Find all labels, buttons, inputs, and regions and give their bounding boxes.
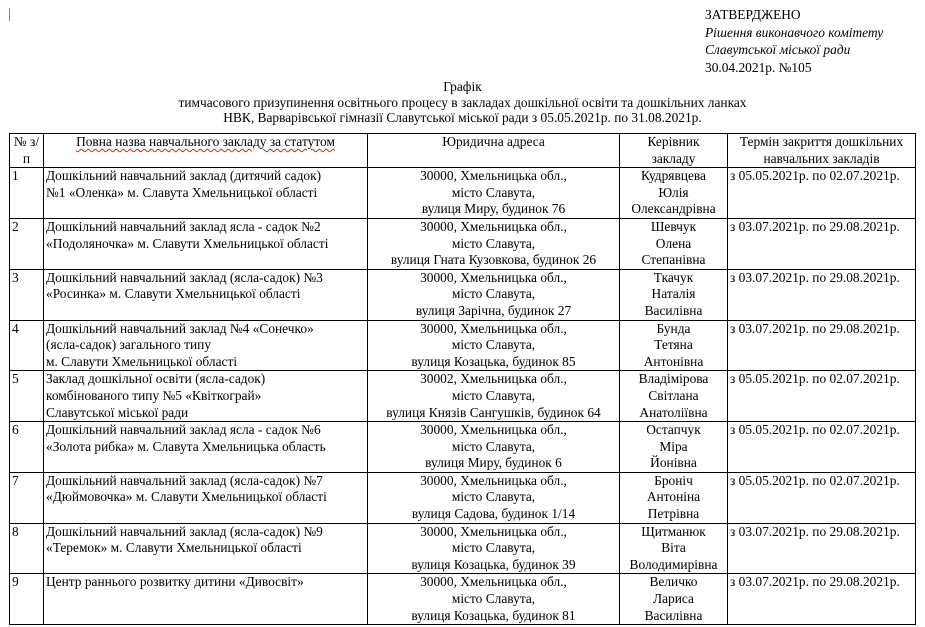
head-name-line: Петрівна [647, 506, 700, 522]
row-number: 1 [10, 168, 44, 219]
address-line: місто Славута, [451, 337, 536, 353]
approval-title: ЗАТВЕРДЖЕНО [705, 7, 801, 22]
heading-line-2: НВК, Варварівської гімназії Славутської міської ради з 05.05.2021р. по 31.08.2021р. [223, 110, 702, 125]
institution-name [44, 168, 368, 219]
institution-name [44, 269, 368, 320]
institution-name [44, 574, 368, 625]
header-name: Повна назва навчального закладу за статутом [44, 134, 368, 168]
institution-name-line: м. Славути Хмельницької області [46, 353, 238, 369]
address-line: місто Славута, [451, 591, 536, 607]
institution-name-line: Дошкільний навчальний заклад ясла - садок №2 [46, 218, 321, 234]
address-line: вулиця Козацька, будинок 81 [411, 607, 576, 623]
closure-term: з 05.05.2021р. по 02.07.2021р. [728, 168, 916, 219]
closure-term: з 05.05.2021р. по 02.07.2021р. [728, 422, 916, 473]
approval-date: 30.04.2021р. №105 [705, 59, 812, 75]
institution-name-line: Дошкільний навчальний заклад (ясла-садок) №9 [46, 523, 323, 539]
address-line: місто Славута, [451, 286, 536, 302]
legal-address [368, 218, 620, 269]
head-name-line: Кудрявцева [641, 168, 706, 184]
institution-name [44, 472, 368, 523]
legal-address [368, 523, 620, 574]
row-number: 5 [10, 371, 44, 422]
table-row [10, 574, 916, 625]
table-row [10, 422, 916, 473]
row-number: 6 [10, 422, 44, 473]
head-name-line: Величко [649, 574, 698, 590]
institution-name-line: Центр раннього розвитку дитини «Дивосвіт» [46, 574, 304, 590]
institution-name-line: «Подоляночка» м. Славути Хмельницької області [46, 235, 329, 251]
head-name-line: Василівна [644, 302, 703, 318]
head-name-line: Степанівна [641, 252, 706, 268]
head-name-line: Антоніна [646, 489, 701, 505]
heading-line-1: тимчасового призупинення освітнього процесу в закладах дошкільної освіти та дошкільних ланках [178, 94, 747, 110]
institution-name [44, 218, 368, 269]
legal-address [368, 371, 620, 422]
closure-term: з 03.07.2021р. по 29.08.2021р. [728, 523, 916, 574]
head-name-line: Василівна [644, 607, 703, 623]
institution-head [620, 269, 728, 320]
address-line: вулиця Зарічна, будинок 27 [415, 302, 572, 318]
institution-name-line: Дошкільний навчальний заклад (ясла-садок) №7 [46, 472, 323, 488]
legal-address [368, 320, 620, 371]
institution-name-line: Дошкільний навчальний заклад (ясла-садок) №3 [46, 269, 323, 285]
address-line: місто Славута, [451, 184, 536, 200]
legal-address [368, 422, 620, 473]
head-name-line: Лариса [653, 591, 694, 607]
row-number: 3 [10, 269, 44, 320]
text-cursor [9, 8, 10, 21]
institution-name [44, 371, 368, 422]
institution-head [620, 422, 728, 473]
institution-name-line: Заклад дошкільної освіти (ясла-садок) [46, 371, 266, 387]
head-name-line: Міра [659, 438, 688, 454]
closure-term: з 03.07.2021р. по 29.08.2021р. [728, 269, 916, 320]
address-line: вулиця Козацька, будинок 85 [411, 353, 576, 369]
closure-term: з 03.07.2021р. по 29.08.2021р. [728, 574, 916, 625]
institution-name-line: комбінованого типу №5 «Квіткограй» [46, 387, 262, 403]
head-name-line: Юлія [658, 184, 689, 200]
legal-address [368, 574, 620, 625]
head-name-line: Шевчук [650, 218, 697, 234]
institution-name [44, 523, 368, 574]
institution-name [44, 320, 368, 371]
table-row [10, 320, 916, 371]
address-line: вулиця Миру, будинок 76 [421, 201, 566, 217]
institution-name-line: Дошкільний навчальний заклад (дитячий садок) [46, 168, 322, 184]
address-line: місто Славута, [451, 540, 536, 556]
head-name-line: Остапчук [646, 422, 701, 438]
document-heading [0, 79, 925, 126]
header-head [620, 134, 728, 168]
institution-name-line: Славутської міської ради [46, 404, 189, 420]
address-line: 30000, Хмельницька обл., [420, 422, 567, 438]
institution-name [44, 422, 368, 473]
head-name-line: Наталія [651, 286, 696, 302]
address-line: вулиця Садова, будинок 1/14 [411, 506, 576, 522]
head-name-line: Олександрівна [631, 201, 716, 217]
institution-head [620, 371, 728, 422]
address-line: вулиця Князів Сангушків, будинок 64 [386, 404, 601, 420]
address-line: місто Славута, [451, 387, 536, 403]
head-name-line: Антонівна [643, 353, 704, 369]
header-address: Юридична адреса [368, 134, 620, 168]
address-line: 30002, Хмельницька обл., [420, 371, 567, 387]
table-header-row [10, 134, 916, 168]
institution-head [620, 574, 728, 625]
legal-address [368, 472, 620, 523]
head-name-line: Щитманюк [641, 523, 706, 539]
address-line: вулиця Миру, будинок 6 [425, 455, 562, 471]
head-name-line: Світлана [648, 387, 699, 403]
approval-line-1: Рішення виконавчого комітету [705, 24, 884, 40]
institution-head [620, 320, 728, 371]
institution-name-line: «Дюймовочка» м. Славути Хмельницької області [46, 489, 327, 505]
table-row [10, 523, 916, 574]
head-name-line: Бунда [656, 320, 691, 336]
address-line: 30000, Хмельницька обл., [420, 523, 567, 539]
head-name-line: Володимирівна [629, 556, 718, 572]
legal-address [368, 269, 620, 320]
institution-head [620, 218, 728, 269]
closure-term: з 03.07.2021р. по 29.08.2021р. [728, 320, 916, 371]
heading-title: Графік [443, 79, 482, 94]
head-name-line: Ткачук [653, 269, 694, 285]
table-row [10, 269, 916, 320]
table-row [10, 371, 916, 422]
head-name-line: Олена [655, 235, 692, 251]
address-line: місто Славута, [451, 438, 536, 454]
institution-head [620, 168, 728, 219]
approval-stamp [705, 6, 883, 76]
row-number: 2 [10, 218, 44, 269]
row-number: 4 [10, 320, 44, 371]
address-line: 30000, Хмельницька обл., [420, 168, 567, 184]
institution-name-line: Дошкільний навчальний заклад №4 «Сонечко» [46, 320, 314, 336]
address-line: 30000, Хмельницька обл., [420, 269, 567, 285]
header-head-line-2: закладу [651, 150, 696, 166]
closure-term: з 03.07.2021р. по 29.08.2021р. [728, 218, 916, 269]
row-number: 8 [10, 523, 44, 574]
address-line: 30000, Хмельницька обл., [420, 320, 567, 336]
address-line: 30000, Хмельницька обл., [420, 574, 567, 590]
institution-name-line: Дошкільний навчальний заклад ясла - садок №6 [46, 422, 321, 438]
address-line: 30000, Хмельницька обл., [420, 218, 567, 234]
institution-head [620, 472, 728, 523]
head-name-line: Владімірова [638, 371, 709, 387]
institution-name-line: «Теремок» м. Славути Хмельницької області [46, 540, 302, 556]
table-row [10, 218, 916, 269]
row-number: 9 [10, 574, 44, 625]
header-term: Термін закриття дошкільних навчальних закладів [728, 134, 916, 168]
address-line: вулиця Гната Кузовкова, будинок 26 [390, 252, 597, 268]
head-name-line: Тетяна [654, 337, 693, 353]
header-num: № з/п [10, 134, 44, 168]
head-name-line: Віта [661, 540, 686, 556]
row-number: 7 [10, 472, 44, 523]
closure-term: з 05.05.2021р. по 02.07.2021р. [728, 472, 916, 523]
table-row [10, 472, 916, 523]
address-line: місто Славута, [451, 235, 536, 251]
head-name-line: Анатоліївна [639, 404, 708, 420]
institution-name-line: (ясла-садок) загального типу [46, 337, 212, 353]
institution-name-line: «Золота рибка» м. Славута Хмельницька область [46, 438, 326, 454]
table-row [10, 168, 916, 219]
closure-term: з 05.05.2021р. по 02.07.2021р. [728, 371, 916, 422]
header-head-line-1: Керівник [647, 134, 700, 149]
head-name-line: Йонівна [650, 455, 697, 471]
legal-address [368, 168, 620, 219]
schedule-table [9, 133, 916, 625]
institution-head [620, 523, 728, 574]
approval-line-2: Славутської міської ради [705, 42, 851, 58]
institution-name-line: №1 «Оленка» м. Славута Хмельницької області [46, 184, 318, 200]
institution-name-line: «Росинка» м. Славути Хмельницької області [46, 286, 301, 302]
address-line: 30000, Хмельницька обл., [420, 472, 567, 488]
address-line: вулиця Козацька, будинок 39 [411, 556, 576, 572]
address-line: місто Славута, [451, 489, 536, 505]
head-name-line: Броніч [654, 472, 693, 488]
